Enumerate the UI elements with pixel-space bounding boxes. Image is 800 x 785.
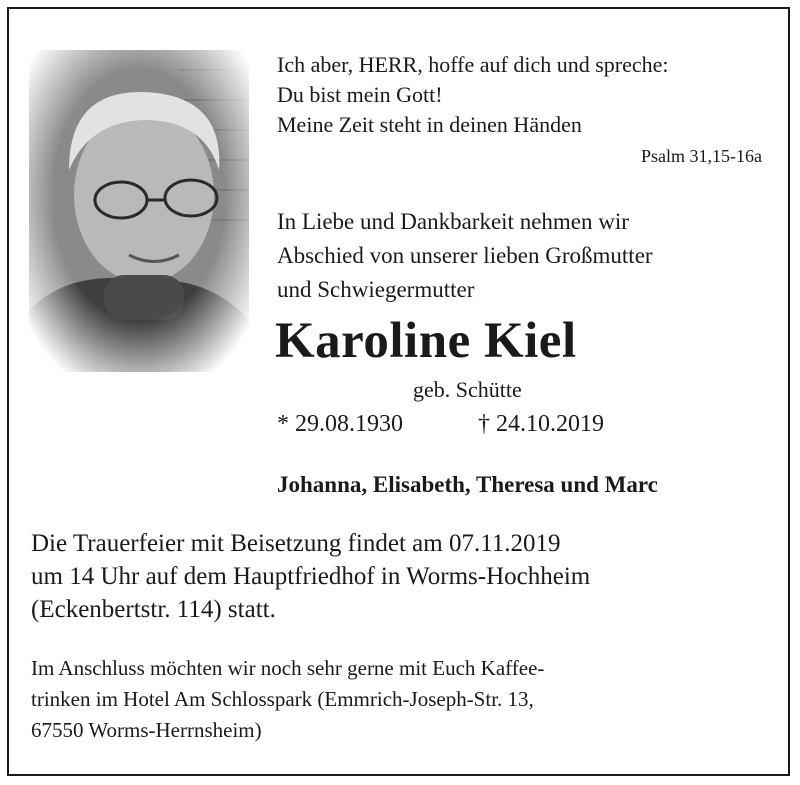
birth-name: geb. Schütte bbox=[413, 377, 522, 402]
service-line-3: (Eckenbertstr. 114) statt. bbox=[31, 596, 276, 623]
intro-line-3: und Schwiegermutter bbox=[277, 277, 475, 302]
deceased-name: Karoline Kiel bbox=[275, 313, 577, 369]
intro-line-1: In Liebe und Dankbarkeit nehmen wir bbox=[277, 209, 629, 234]
reception-line-3: 67550 Worms-Herrnsheim) bbox=[31, 718, 262, 742]
service-line-1: Die Trauerfeier mit Beisetzung findet am 07.11.2019 bbox=[31, 530, 561, 557]
verse-reference: Psalm 31,15-16a bbox=[641, 146, 762, 166]
birth-date: * 29.08.1930 bbox=[277, 411, 403, 437]
service-line-2: um 14 Uhr auf dem Hauptfriedhof in Worms-Hochheim bbox=[31, 563, 591, 590]
verse-line-3: Meine Zeit steht in deinen Händen bbox=[277, 112, 582, 137]
reception-line-2: trinken im Hotel Am Schlosspark (Emmrich-Joseph-Str. 13, bbox=[31, 687, 534, 711]
reception-line-1: Im Anschluss möchten wir noch sehr gerne mit Euch Kaffee- bbox=[31, 656, 545, 680]
verse-line-1: Ich aber, HERR, hoffe auf dich und spreche: bbox=[277, 52, 669, 77]
death-date: † 24.10.2019 bbox=[478, 411, 604, 437]
verse-line-2: Du bist mein Gott! bbox=[277, 82, 443, 107]
portrait-photo bbox=[29, 50, 249, 372]
family-names: Johanna, Elisabeth, Theresa und Marc bbox=[277, 472, 658, 497]
intro-line-2: Abschied von unserer lieben Großmutter bbox=[277, 243, 653, 268]
